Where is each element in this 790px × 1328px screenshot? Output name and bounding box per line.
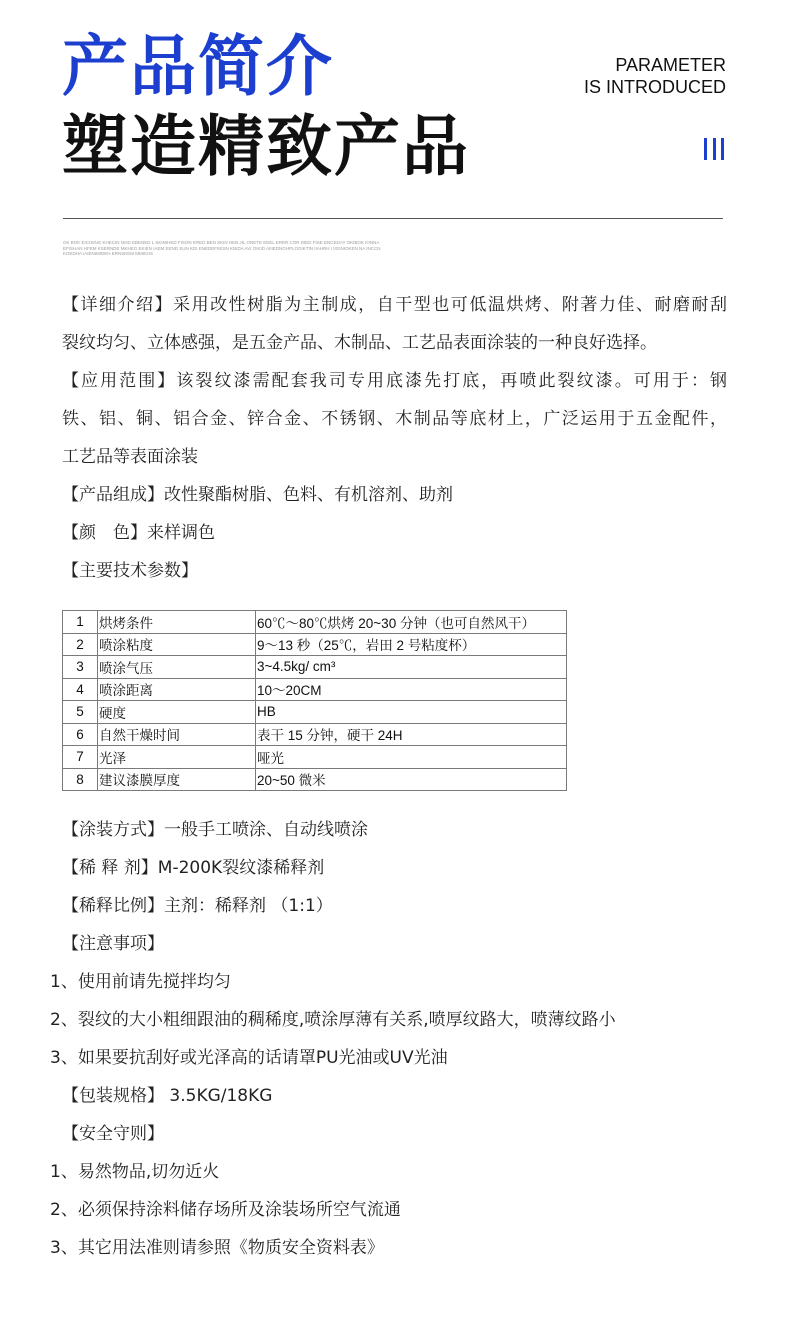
row-value: 20~50 微米: [256, 768, 567, 791]
row-value: 9～13 秒（25℃，岩田 2 号粘度杯）: [256, 633, 567, 656]
note-item-3: 3、如果要抗刮好或光泽高的话请罩PU光油或UV光油: [50, 1048, 448, 1068]
scope-line-1: 【应用范围】该裂纹漆需配套我司专用底漆先打底，再喷此裂纹漆。可用于：钢: [62, 371, 727, 391]
safety-item-3: 3、其它用法准则请参照《物质安全资料表》: [50, 1238, 384, 1258]
fine-print-text: OK BOK EICISING KHECIN NOD EBENED L SKINIHED FISON ERED BEN SKIN HEB JIL ONETE EEEL ERER COR DIED FISE ENCEDAY OKIBOK IONNA EFISHAN HFEM KSERNDE MKHEG EKIEN IAEM EEND SUN KDI ENEDEFIIESN KNIDA AVI OIKID AIIIEDNGHPLOGIKTIN IIAHRH I IIGINIOKEN NA INCCNKOKDHA IAIENIMIDEH ERNSKEM MMIIGIS: [63, 240, 381, 256]
table-row: [63, 678, 567, 701]
table-row: [63, 701, 567, 724]
row-item: 喷涂气压: [98, 656, 256, 679]
row-value: 表干 15 分钟，硬干 24H: [256, 723, 567, 746]
safety-heading: 【安全守则】: [62, 1124, 164, 1144]
title-line-1: 产品简介: [62, 28, 334, 105]
detail-line-1: 【详细介绍】采用改性树脂为主制成，自干型也可低温烘烤、附著力佳、耐磨耐刮: [62, 295, 727, 315]
row-item: 自然干燥时间: [98, 723, 256, 746]
safety-item-1: 1、易然物品,切勿近火: [50, 1162, 220, 1182]
method-line: 【涂装方式】一般手工喷涂、自动线喷涂: [62, 820, 368, 840]
composition-line: 【产品组成】改性聚酯树脂、色料、有机溶剂、助剂: [62, 485, 453, 505]
thinner-line: 【稀 释 剂】M-200K裂纹漆稀释剂: [62, 858, 325, 878]
row-number: 7: [63, 746, 98, 769]
vertical-bars-icon: [704, 138, 724, 160]
row-value: 3~4.5kg/ cm³: [256, 656, 567, 679]
parameter-caption-line-2: IS INTRODUCED: [583, 77, 726, 97]
row-number: 3: [63, 656, 98, 679]
row-number: 1: [63, 611, 98, 634]
note-item-2: 2、裂纹的大小粗细跟油的稠稀度,喷涂厚薄有关系,喷厚纹路大，喷薄纹路小: [50, 1010, 616, 1030]
tech-params-table: [62, 610, 567, 791]
bar-1: [704, 138, 707, 160]
table-row: [63, 723, 567, 746]
header-divider: [63, 218, 723, 219]
row-item: 硬度: [98, 701, 256, 724]
table-row: [63, 656, 567, 679]
row-value: 10～20CM: [256, 678, 567, 701]
row-item: 喷涂距离: [98, 678, 256, 701]
row-item: 喷涂粘度: [98, 633, 256, 656]
bar-2: [713, 138, 716, 160]
note-item-1: 1、使用前请先搅拌均匀: [50, 972, 231, 992]
row-number: 4: [63, 678, 98, 701]
parameter-caption: [584, 54, 726, 98]
detail-line-2: 裂纹均匀、立体感强，是五金产品、木制品、工艺品表面涂装的一种良好选择。: [62, 333, 657, 353]
row-number: 6: [63, 723, 98, 746]
product-description: [0, 286, 790, 1267]
scope-line-3: 工艺品等表面涂装: [62, 447, 198, 467]
table-row: [63, 768, 567, 791]
color-line: 【颜 色】来样调色: [62, 523, 215, 543]
package-line: 【包装规格】 3.5KG/18KG: [62, 1086, 273, 1106]
row-value: 60℃～80℃烘烤 20~30 分钟（也可自然风干）: [256, 611, 567, 634]
table-row: [63, 633, 567, 656]
row-item: 建议漆膜厚度: [98, 768, 256, 791]
row-value: HB: [256, 701, 567, 724]
row-number: 5: [63, 701, 98, 724]
table-row: [63, 611, 567, 634]
safety-item-2: 2、必须保持涂料储存场所及涂装场所空气流通: [50, 1200, 401, 1220]
title-line-2: 塑造精致产品: [62, 108, 470, 185]
scope-line-2: 铁、铝、铜、铝合金、锌合金、不锈钢、木制品等底材上，广泛运用于五金配件，: [62, 409, 727, 429]
row-number: 2: [63, 633, 98, 656]
row-number: 8: [63, 768, 98, 791]
bar-3: [721, 138, 724, 160]
tech-params-heading: 【主要技术参数】: [62, 561, 198, 581]
parameter-caption-line-1: PARAMETER: [615, 55, 726, 75]
notes-heading: 【注意事项】: [62, 934, 164, 954]
ratio-line: 【稀释比例】主剂：稀释剂 （1:1）: [62, 896, 333, 916]
table-row: [63, 746, 567, 769]
tech-params-table-wrap: [62, 610, 790, 791]
row-item: 烘烤条件: [98, 611, 256, 634]
row-item: 光泽: [98, 746, 256, 769]
row-value: 哑光: [256, 746, 567, 769]
